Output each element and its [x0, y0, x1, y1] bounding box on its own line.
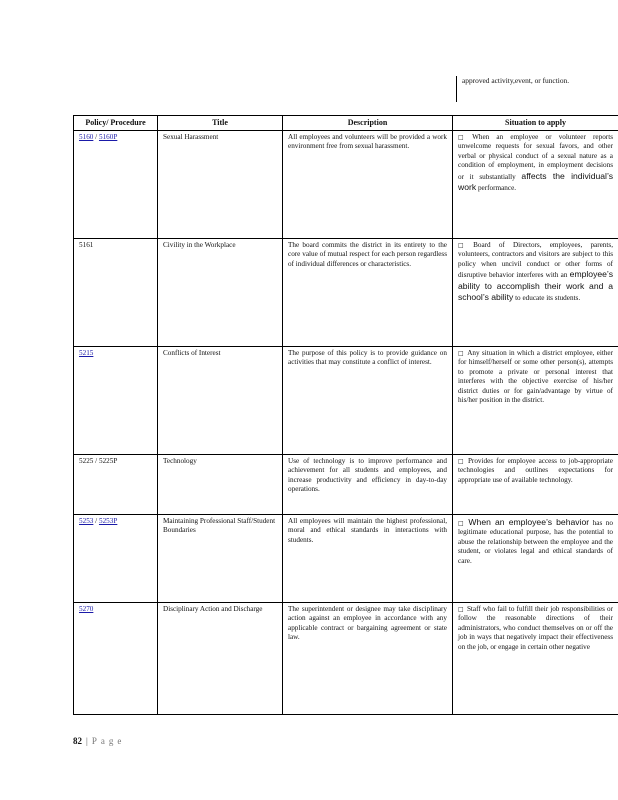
square-bullet-icon: □: [458, 520, 466, 527]
table-header-row: [74, 116, 618, 131]
table-row: [74, 347, 618, 455]
table-row: [74, 455, 618, 515]
policy-cell: [74, 455, 158, 515]
title-cell: Disciplinary Action and Discharge: [158, 603, 283, 715]
situation-cell: [453, 347, 618, 455]
situation-cell: [453, 131, 618, 239]
policy-cell: [74, 347, 158, 455]
header-description: Description: [283, 116, 453, 131]
situation-text: When an employee or volunteer reports unwelcome requests for sexual favors, and other verbal or physical conduct of a sexual nature as a condition of employment, in employment decisions or it substantially: [458, 133, 613, 181]
situation-text: has no legitimate educational purpose, has the potential to abuse the relationship between the employee and the student, or violates legal and ethical standards of care.: [458, 519, 613, 565]
policy-link: 5161: [79, 241, 94, 249]
square-bullet-icon: □: [458, 350, 465, 357]
policy-separator: /: [93, 457, 99, 465]
description-cell: All employees will maintain the highest professional, moral and ethical standards in interactions with students.: [283, 515, 453, 603]
situation-text: Any situation in which a district employee, either for himself/herself or some other person(s), attempts to promote a private or personal interest that interferes with the objective exercise of his/her district duties or for gain/advantage by virtue of his/her position in the district.: [458, 349, 613, 405]
title-cell: Maintaining Professional Staff/Student Boundaries: [158, 515, 283, 603]
procedure-link[interactable]: 5253P: [98, 517, 118, 525]
situation-text: Provides for employee access to job-appropriate technologies and outlines expectations for appropriate use of available technology.: [458, 457, 613, 484]
policy-link[interactable]: 5253: [79, 517, 94, 525]
situation-cell: [453, 603, 618, 715]
policy-separator: /: [93, 517, 99, 525]
title-cell: Technology: [158, 455, 283, 515]
policy-link[interactable]: 5270: [79, 605, 94, 613]
description-cell: The board commits the district in its entirety to the core value of mutual respect for each person regardless of individual differences or characteristics.: [283, 239, 453, 347]
title-cell: Sexual Harassment: [158, 131, 283, 239]
policy-link[interactable]: 5215: [79, 349, 94, 357]
description-cell: Use of technology is to improve performance and achievement for all students and employees, and increase productivity and efficiency in day-to-day operations.: [283, 455, 453, 515]
policy-separator: /: [93, 133, 99, 141]
title-cell: Civility in the Workplace: [158, 239, 283, 347]
square-bullet-icon: □: [458, 606, 464, 613]
situation-text: performance.: [477, 184, 517, 193]
policy-link[interactable]: 5160: [79, 133, 94, 141]
square-bullet-icon: □: [458, 134, 470, 141]
page-number: 82: [73, 736, 82, 746]
description-cell: All employees and volunteers will be provided a work environment free from sexual harassment.: [283, 131, 453, 239]
policy-cell: [74, 239, 158, 347]
policy-table: [73, 115, 618, 715]
situation-text: to educate its students.: [515, 294, 581, 303]
procedure-link: 5225P: [98, 457, 118, 465]
square-bullet-icon: □: [458, 458, 465, 465]
situation-emphasis-text: affects the individual’s work: [458, 170, 613, 193]
table-row: [74, 131, 618, 239]
title-cell: Conflicts of Interest: [158, 347, 283, 455]
page-label: Page: [91, 736, 126, 746]
situation-emphasis-text: employee’s ability to accomplish their work and a school’s ability: [458, 269, 613, 303]
policy-link: 5225: [79, 457, 94, 465]
situation-text: Staff who fail to fulfill their job responsibilities or follow the reasonable directions of their administrators, who conduct themselves on or off the job in ways that negatively impact their effectiveness on the job, or engage in certain other negative: [458, 605, 614, 651]
continued-situation-text: approved activity,event, or function.: [456, 76, 616, 102]
policy-cell: [74, 515, 158, 603]
situation-cell: [453, 239, 618, 347]
policy-cell: [74, 131, 158, 239]
footer-separator: |: [86, 736, 88, 746]
table-row: [74, 603, 618, 715]
situation-cell: [453, 515, 618, 603]
situation-emphasis-text: When an employee’s behavior: [468, 517, 590, 527]
header-policy: Policy/ Procedure: [74, 116, 158, 131]
header-title: Title: [158, 116, 283, 131]
table-row: [74, 239, 618, 347]
header-situation: Situation to apply: [453, 116, 618, 131]
table-row: [74, 515, 618, 603]
description-cell: The superintendent or designee may take disciplinary action against an employee in accordance with any applicable contract or bargaining agreement or state law.: [283, 603, 453, 715]
situation-text: Board of Directors, employees, parents, volunteers, contractors and visitors are subject to this policy when uncivil conduct or other forms of disruptive behavior interferes with an: [458, 241, 613, 280]
situation-cell: [453, 455, 618, 515]
description-cell: The purpose of this policy is to provide guidance on activities that may constitute a conflict of interest.: [283, 347, 453, 455]
policy-cell: [74, 603, 158, 715]
page-footer: [73, 736, 125, 746]
procedure-link[interactable]: 5160P: [98, 133, 118, 141]
square-bullet-icon: □: [458, 242, 471, 249]
